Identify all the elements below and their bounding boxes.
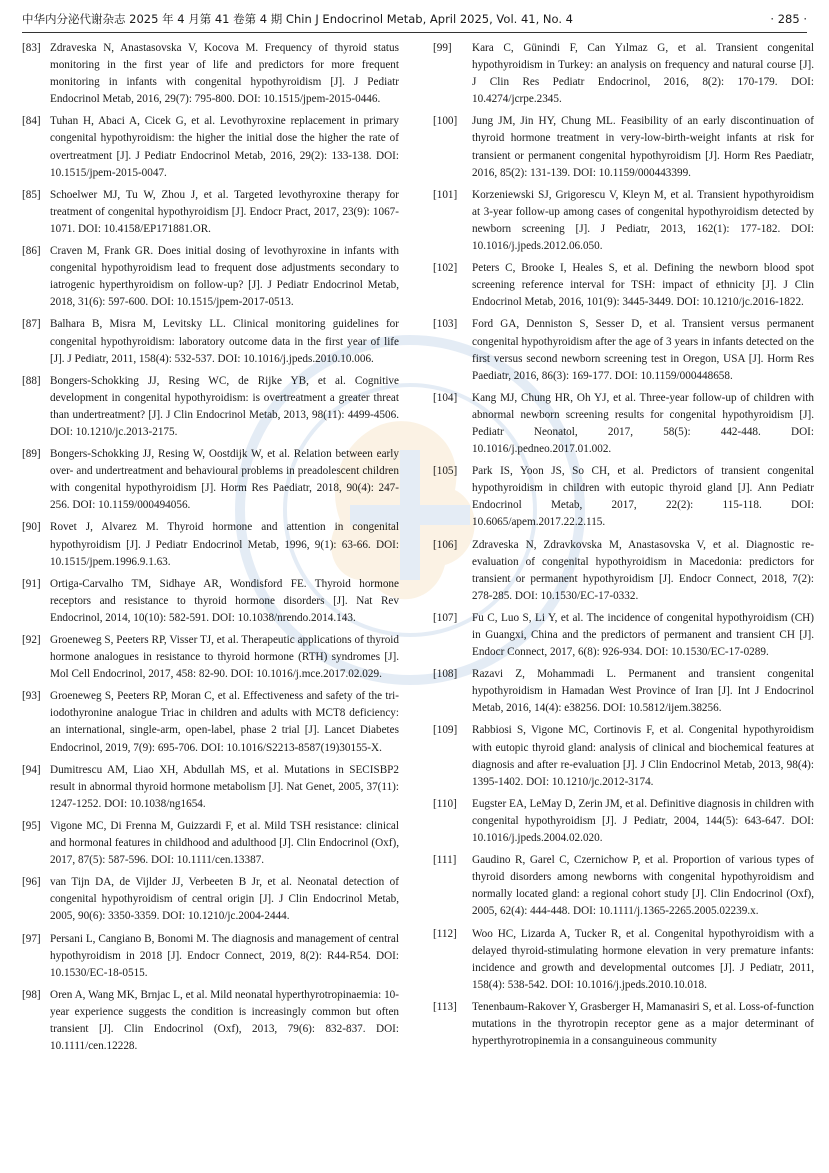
reference-entry <box>22 40 399 113</box>
journal-citation-line: 中华内分泌代谢杂志 2025 年 4 月第 41 卷第 4 期 Chin J Endocrinol Metab, April 2025, Vol. 41, No. 4 <box>22 12 573 26</box>
reference-number: [92] <box>22 634 41 646</box>
reference-text: Kara C, Günindi F, Can Yılmaz G, et al. Transient congenital hypothyroidism in Turkey: an analysis on frequency and natural course [J]. J Clin Res Pediatr Endocrinol, 2016, 8(2): 170-179. DOI: 10.4274/jcrpe.2345. <box>472 42 814 106</box>
reference-entry <box>433 316 814 389</box>
reference-number: [111] <box>433 854 457 867</box>
reference-number: [91] <box>22 577 41 590</box>
reference-text: Korzeniewski SJ, Grigorescu V, Kleyn M, et al. Transient hypothyroidism at 3-year follow-up among cases of congenital hypothyroidism detected by newborn screening [J]. J Pediatr, 2013, 162(1): 177-182. DOI: 10.1016/j.jpeds.2012.06.050. <box>472 188 814 253</box>
reference-text: Kang MJ, Chung HR, Oh YJ, et al. Three-year follow-up of children with abnormal newborn screening results for congenital hypothyroidism [J]. Pediatr Neonatol, 2017, 58(5): 442-448. DOI: 10.1016/j.pedneo.2017.01.002. <box>472 391 814 456</box>
reference-text: Zdraveska N, Anastasovska V, Kocova M. Frequency of thyroid status monitoring in the first year of life and predictors for more frequent monitoring in infants with congenital hypothyroidism [J]. J Pediatr Endocrinol Metab, 2016, 29(7): 795-800. DOI: 10.1515/jpem-2015-0446. <box>50 42 399 106</box>
reference-text: Zdraveska N, Zdravkovska M, Anastasovska V, et al. Diagnostic re-evaluation of congenital hypothyroidism in Macedonia: predictors for transient or permanent hypothyroidism [J]. Endocr Connect, 2018, 7(2): 278-285. DOI: 10.1530/EC-17-0332. <box>472 538 814 602</box>
reference-text: Peters C, Brooke I, Heales S, et al. Defining the newborn blood spot screening reference interval for TSH: impact of ethnicity [J]. J Clin Endocrinol Metab, 2016, 101(9): 3445-3449. DOI: 10.1210/jc.2016-1822. <box>472 262 814 309</box>
reference-number: [104] <box>433 391 458 404</box>
reference-text: Rovet J, Alvarez M. Thyroid hormone and attention in congenital hypothyroidism [J]. J Pediatr Endocrinol Metab, 1996, 9(1): 63-66. DOI: 10.1515/jpem.1996.9.1.63. <box>50 521 399 568</box>
reference-entry <box>433 722 814 795</box>
reference-text: Tenenbaum-Rakover Y, Grasberger H, Mamanasiri S, et al. Loss-of-function mutations in the thyrotropin receptor gene as a major determinant of hyperthyrotropinemia in a consanguineous community <box>472 1000 814 1048</box>
reference-text: Schoelwer MJ, Tu W, Zhou J, et al. Targeted levothyroxine therapy for treatment of congenital hypothyroidism [J]. Endocr Pract, 2017, 23(9): 1067-1071. DOI: 10.4158/EP171881.OR. <box>50 188 399 235</box>
reference-entry <box>22 874 399 930</box>
reference-number: [112] <box>433 927 457 940</box>
page-number: · 285 · <box>770 12 807 26</box>
reference-text: Rabbiosi S, Vigone MC, Cortinovis F, et al. Congenital hypothyroidism with eutopic thyroid gland: analysis of clinical and biochemical features at diagnosis and after re-evaluation [J]. J Clin Endocrinol Metab, 2013, 98(4): 1395-1402. DOI: 10.1210/jc.2012-3174. <box>472 724 814 788</box>
reference-entry <box>22 762 399 818</box>
reference-number: [84] <box>22 115 41 128</box>
reference-number: [83] <box>22 42 41 54</box>
reference-entry <box>22 688 399 761</box>
reference-text: Vigone MC, Di Frenna M, Guizzardi F, et al. Mild TSH resistance: clinical and hormonal features in childhood and adulthood [J]. Clin Endocrinol (Oxf), 2017, 87(5): 587-596. DOI: 10.1111/cen.13387. <box>50 819 399 867</box>
reference-text: Groeneweg S, Peeters RP, Visser TJ, et al. Therapeutic applications of thyroid hormone analogues in resistance to thyroid hormone (RTH) syndromes [J]. Mol Cell Endocrinol, 2017, 458: 82-90. DOI: 10.1016/j.mce.2017.02.029. <box>50 634 399 681</box>
reference-number: [94] <box>22 763 41 776</box>
reference-number: [89] <box>22 448 41 461</box>
reference-entry <box>22 632 399 688</box>
reference-number: [96] <box>22 876 41 889</box>
reference-text: Craven M, Frank GR. Does initial dosing of levothyroxine in infants with congenital hypothyroidism lead to frequent dose adjustments secondary to iatrogenic hyperthyroidism on follow-up? [J]. J Pediatr Endocrinol Metab, 2018, 31(6): 597-600. DOI: 10.1515/jpem-2017-0513. <box>50 245 399 309</box>
reference-entry <box>433 40 814 113</box>
reference-entry <box>22 373 399 446</box>
reference-number: [95] <box>22 819 41 832</box>
reference-number: [107] <box>433 611 458 624</box>
reference-text: Eugster EA, LeMay D, Zerin JM, et al. Definitive diagnosis in children with congenital hypothyroidism [J]. J Pediatr, 2004, 144(5): 643-647. DOI: 10.1016/j.jpeds.2004.02.020. <box>472 797 814 845</box>
reference-text: Park IS, Yoon JS, So CH, et al. Predictors of transient congenital hypothyroidism in children with eutopic thyroid gland [J]. Ann Pediatr Endocrinol Metab, 2017, 22(2): 115-118. DOI: 10.6065/apem.2017.22.2.115. <box>472 465 814 529</box>
reference-text: Gaudino R, Garel C, Czernichow P, et al. Proportion of various types of thyroid disorders among newborns with congenital hypothyroidism and normally located gland: a regional cohort study [J]. Clin Endocrinol (Oxf), 2005, 62(4): 444-448. DOI: 10.1111/j.1365-2265.2005.02239.x. <box>472 854 814 918</box>
reference-entry <box>433 537 814 610</box>
reference-text: Ford GA, Denniston S, Sesser D, et al. Transient versus permanent congenital hypothyroidism after the age of 3 years in infants detected on the first versus second newborn screening test in Oregon, USA [J]. Horm Res Paediatr, 2016, 86(3): 169-177. DOI: 10.1159/000448658. <box>472 318 814 382</box>
reference-number: [108] <box>433 668 458 681</box>
reference-number: [85] <box>22 188 41 201</box>
reference-entry <box>22 931 399 987</box>
reference-text: Dumitrescu AM, Liao XH, Abdullah MS, et al. Mutations in SECISBP2 result in abnormal thyroid hormone metabolism [J]. Nat Genet, 2005, 37(11): 1247-1252. DOI: 10.1038/ng1654. <box>50 763 399 810</box>
reference-entry <box>22 316 399 372</box>
reference-entry <box>433 926 814 999</box>
reference-number: [88] <box>22 374 41 387</box>
reference-entry <box>433 666 814 722</box>
reference-entry <box>433 390 814 463</box>
reference-number: [110] <box>433 797 457 810</box>
reference-text: Groeneweg S, Peeters RP, Moran C, et al. Effectiveness and safety of the tri-iodothyronine analogue Triac in children and adults with MCT8 deficiency: an international, single-arm, open-label, phase 2 trial [J]. Lancet Diabetes Endocrinol, 2019, 7(9): 695-706. DOI: 10.1016/S2213-8587(19)30155-X. <box>50 690 399 754</box>
reference-number: [106] <box>433 538 458 551</box>
reference-number: [87] <box>22 318 41 331</box>
references-right-column <box>433 40 814 1055</box>
reference-number: [103] <box>433 318 458 331</box>
reference-text: Oren A, Wang MK, Brnjac L, et al. Mild neonatal hyperthyrotropinaemia: 10-year experience suggests the condition is increasingly common but often transient [J]. Clin Endocrinol (Oxf), 2013, 79(6): 832-837. DOI: 10.1111/cen.12228. <box>50 988 399 1053</box>
reference-number: [98] <box>22 988 41 1001</box>
reference-number: [102] <box>433 262 458 275</box>
reference-number: [86] <box>22 245 41 258</box>
reference-entry <box>22 446 399 519</box>
reference-text: Jung JM, Jin HY, Chung ML. Feasibility of an early discontinuation of thyroid hormone treatment in very-low-birth-weight infants at risk for transient or permanent congenital hypothyroidism [J]. Horm Res Paediatr, 2016, 85(2): 131-139. DOI: 10.1159/000443399. <box>472 115 814 179</box>
reference-number: [100] <box>433 115 458 128</box>
reference-entry <box>22 243 399 316</box>
reference-entry <box>22 818 399 874</box>
reference-text: Bongers-Schokking JJ, Resing W, Oostdijk W, et al. Relation between early over- and undertreatment and behavioural problems in preadolescent children with congenital hypothyroidism [J]. Horm Res Paediatr, 2018, 90(4): 247-256. DOI: 10.1159/000494056. <box>50 448 399 512</box>
reference-number: [93] <box>22 690 41 703</box>
reference-entry <box>22 987 399 1060</box>
reference-number: [105] <box>433 465 458 478</box>
reference-number: [109] <box>433 724 458 737</box>
reference-entry <box>22 187 399 243</box>
references-left-column <box>22 40 399 1060</box>
reference-entry <box>433 187 814 260</box>
reference-text: Bongers-Schokking JJ, Resing WC, de Rijke YB, et al. Cognitive development in congenital hypothyroidism: is overtreatment a greater threat than undertreatment? [J]. J Clin Endocrinol Metab, 2013, 98(11): 4499-4506. DOI: 10.1210/jc.2013-2175. <box>50 374 399 438</box>
reference-entry <box>433 463 814 536</box>
reference-text: Fu C, Luo S, Li Y, et al. The incidence of congenital hypothyroidism (CH) in Guangxi, China and the predictors of permanent and transient CH [J]. Endocr Connect, 2017, 6(8): 926-934. DOI: 10.1530/EC-17-0289. <box>472 611 814 659</box>
reference-entry <box>433 796 814 852</box>
reference-number: [99] <box>433 42 452 54</box>
header-rule <box>22 32 807 33</box>
reference-number: [101] <box>433 188 458 201</box>
reference-text: Razavi Z, Mohammadi L. Permanent and transient congenital hypothyroidism in Hamadan West Province of Iran [J]. Int J Endocrinol Metab, 2016, 14(4): e38256. DOI: 10.5812/ijem.38256. <box>472 668 814 715</box>
reference-entry <box>22 519 399 575</box>
reference-text: Tuhan H, Abaci A, Cicek G, et al. Levothyroxine replacement in primary congenital hypothyroidism: the higher the initial dose the higher the rate of overtreatment [J]. J Pediatr Endocrinol Metab, 2016, 29(2): 133-138. DOI: 10.1515/jpem-2015-0047. <box>50 115 399 179</box>
reference-entry <box>22 576 399 632</box>
reference-text: Woo HC, Lizarda A, Tucker R, et al. Congenital hypothyroidism with a delayed thyroid-stimulating hormone elevation in very premature infants: incidence and growth and developmental outcomes [J]. J Pediatr, 2011, 158(4): 538-542. DOI: 10.1016/j.jpeds.2010.10.018. <box>472 927 814 991</box>
running-header <box>22 9 807 29</box>
reference-entry <box>433 610 814 666</box>
reference-text: Balhara B, Misra M, Levitsky LL. Clinical monitoring guidelines for congenital hypothyroidism: laboratory outcome data in the first year of life [J]. J Pediatr, 2011, 158(4): 532-537. DOI: 10.1016/j.jpeds.2010.10.006. <box>50 318 399 365</box>
reference-entry <box>433 999 814 1055</box>
reference-text: van Tijn DA, de Vijlder JJ, Verbeeten B Jr, et al. Neonatal detection of congenital hypothyroidism of central origin [J]. J Clin Endocrinol Metab, 2005, 90(6): 3350-3359. DOI: 10.1210/jc.2004-2444. <box>50 876 399 923</box>
reference-entry <box>433 852 814 925</box>
reference-entry <box>433 260 814 316</box>
reference-text: Persani L, Cangiano B, Bonomi M. The diagnosis and management of central hypothyroidism in 2018 [J]. Endocr Connect, 2019, 8(2): R44-R54. DOI: 10.1530/EC-18-0515. <box>50 932 399 979</box>
reference-entry <box>22 113 399 186</box>
reference-number: [113] <box>433 1000 457 1013</box>
reference-text: Ortiga-Carvalho TM, Sidhaye AR, Wondisford FE. Thyroid hormone receptors and resistance to thyroid hormone disorders [J]. Nat Rev Endocrinol, 2014, 10(10): 582-591. DOI: 10.1038/nrendo.2014.143. <box>50 577 399 624</box>
reference-number: [90] <box>22 521 41 534</box>
reference-entry <box>433 113 814 186</box>
reference-number: [97] <box>22 932 41 945</box>
